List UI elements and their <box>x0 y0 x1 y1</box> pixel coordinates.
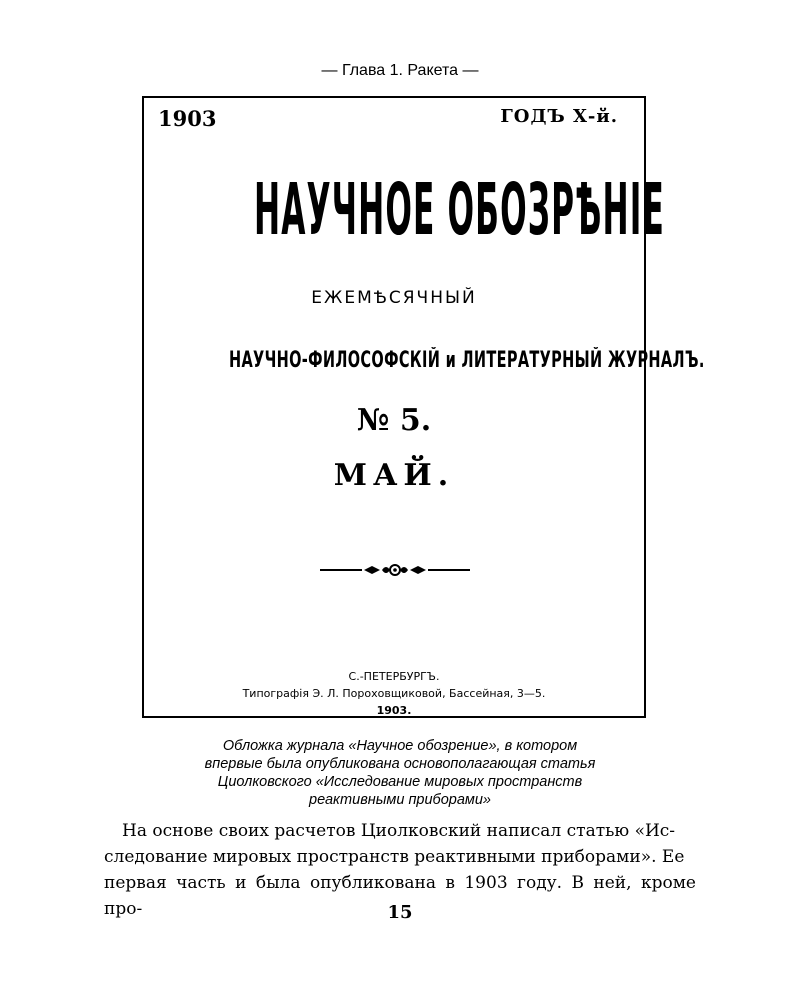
figure-caption <box>160 737 640 809</box>
cover-year: 1903 <box>158 106 217 131</box>
body-line: первая часть и была опубликована в 1903 году. В ней, кроме про- <box>104 873 696 919</box>
body-line: На основе своих расчетов Циолковский написал статью «Ис- <box>122 821 676 841</box>
caption-line: реактивными приборами» <box>309 792 491 808</box>
cover-month: МАЙ. <box>333 458 455 493</box>
caption-line: Циолковского «Исследование мировых пространств <box>217 774 583 790</box>
running-head: — Глава 1. Ракета — <box>321 62 479 79</box>
magazine-cover-image <box>142 96 705 718</box>
cover-subtitle: НАУЧНО-ФИЛОСОФСКІЙ и ЛИТЕРАТУРНЫЙ ЖУРНАЛЪ. <box>229 348 705 373</box>
imprint-printer: Типографія Э. Л. Пороховщиковой, Бассейная, 3—5. <box>242 687 546 700</box>
imprint-city: С.-ПЕТЕРБУРГЪ. <box>348 670 440 683</box>
cover-volume: ГОДЪ Х-й. <box>500 106 618 127</box>
page-number: 15 <box>387 902 413 923</box>
cover-title: НАУЧНОЕ ОБОЗРѢНІЕ <box>254 167 665 252</box>
caption-line: Обложка журнала «Научное обозрение», в котором <box>222 738 578 754</box>
caption-line: впервые была опубликована основополагающая статья <box>204 756 596 772</box>
cover-monthly-label: ЕЖЕМѢСЯЧНЫЙ <box>311 288 477 308</box>
body-line: следование мировых пространств реактивными приборами». Ее <box>104 847 685 867</box>
ornament-divider-icon <box>320 560 470 580</box>
cover-imprint <box>144 668 644 719</box>
cover-issue-number: № 5. <box>356 403 432 438</box>
imprint-year: 1903. <box>376 704 412 717</box>
